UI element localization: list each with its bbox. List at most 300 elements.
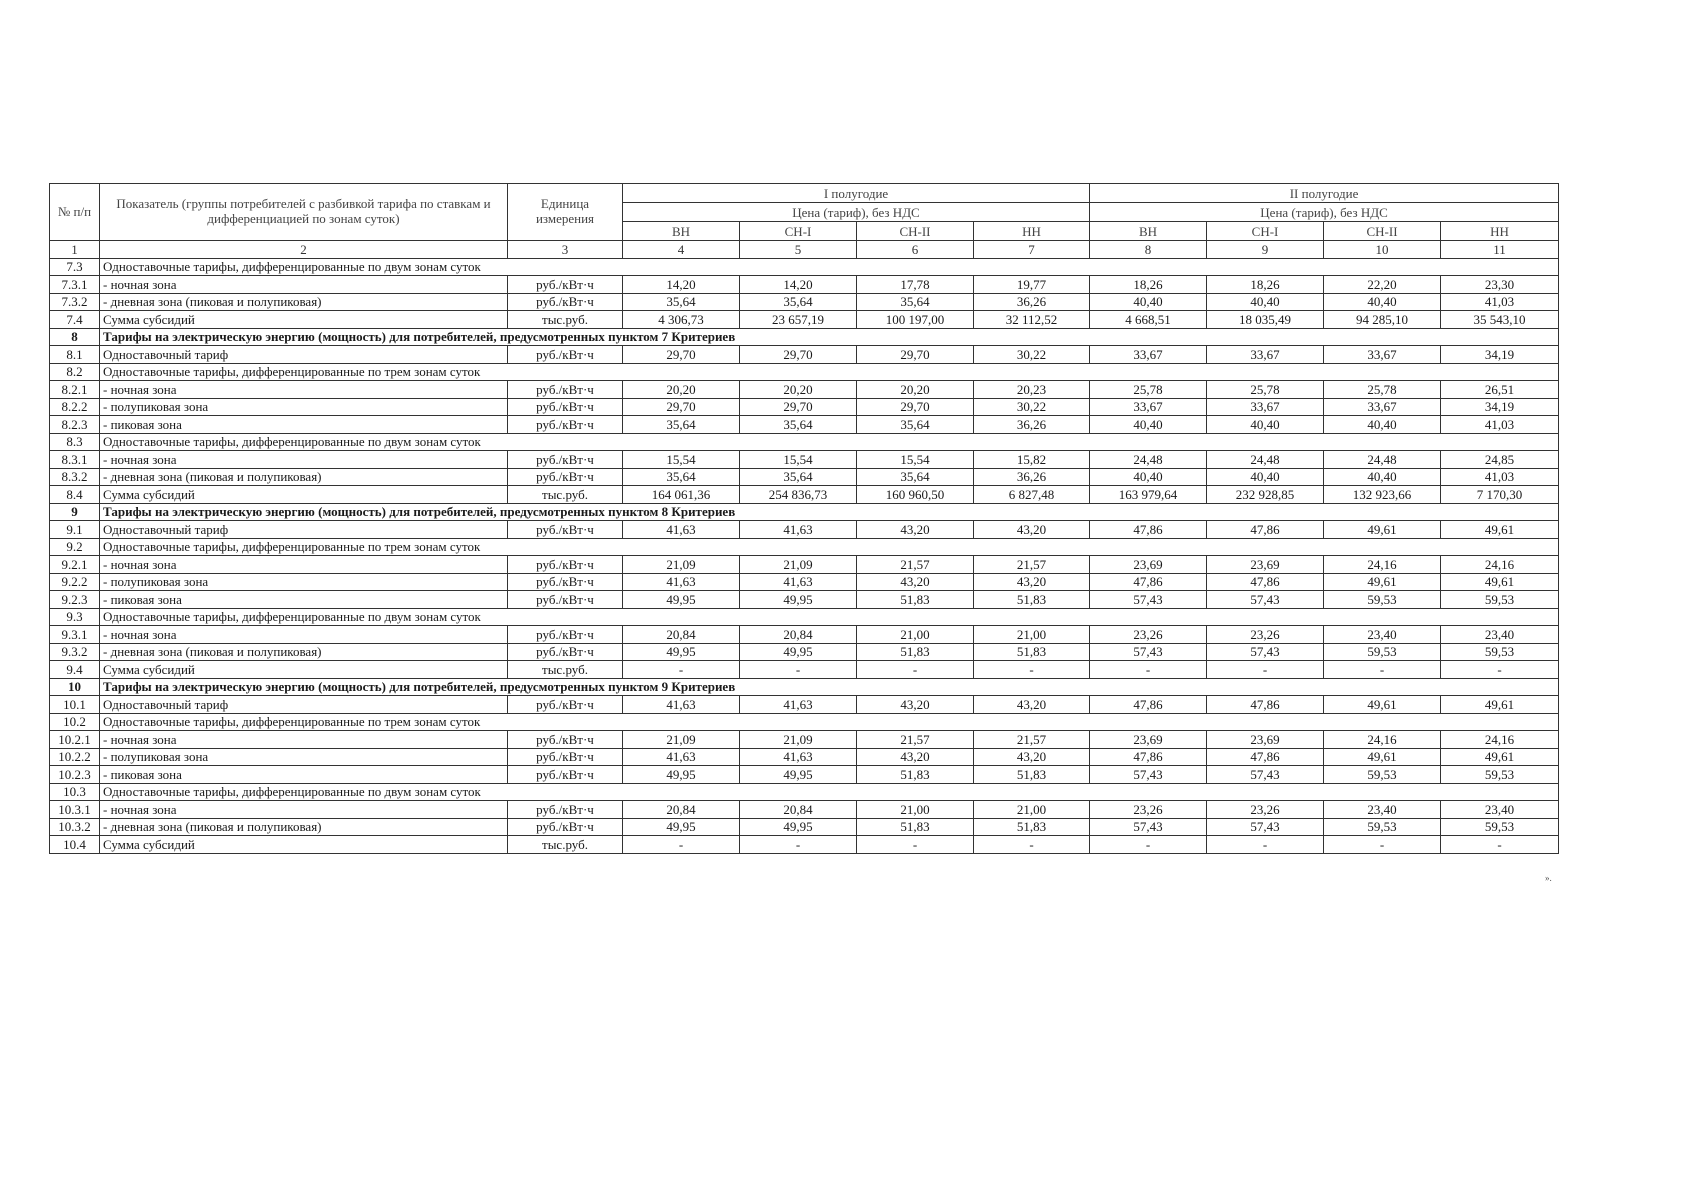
tariff-value: 47,86: [1090, 573, 1207, 591]
tariff-value: -: [857, 836, 974, 854]
tariff-value: -: [740, 661, 857, 679]
tariff-value: 57,43: [1090, 818, 1207, 836]
tariff-value: 49,95: [623, 818, 740, 836]
tariff-value: 18 035,49: [1207, 311, 1324, 329]
row-unit: руб./кВт·ч: [508, 818, 623, 836]
tariff-value: -: [623, 836, 740, 854]
tariff-value: 40,40: [1090, 416, 1207, 434]
table-row: [50, 416, 1559, 434]
row-indicator: - ночная зона: [100, 731, 508, 749]
tariff-value: 33,67: [1207, 346, 1324, 364]
tariff-value: 57,43: [1090, 591, 1207, 609]
tariff-value: 57,43: [1207, 591, 1324, 609]
section-row: [50, 678, 1559, 696]
tariff-value: 20,84: [740, 626, 857, 644]
header-level: НН: [1441, 222, 1559, 241]
row-unit: руб./кВт·ч: [508, 468, 623, 486]
tariff-value: 24,48: [1207, 451, 1324, 469]
row-number: 9.4: [50, 661, 100, 679]
tariff-value: 23,26: [1207, 801, 1324, 819]
row-indicator: - дневная зона (пиковая и полупиковая): [100, 643, 508, 661]
tariff-value: -: [1090, 661, 1207, 679]
tariff-value: 21,09: [623, 556, 740, 574]
row-unit: руб./кВт·ч: [508, 293, 623, 311]
tariff-value: 40,40: [1090, 293, 1207, 311]
tariff-value: 41,03: [1441, 468, 1559, 486]
section-row: [50, 538, 1559, 556]
tariff-value: 29,70: [740, 398, 857, 416]
tariff-value: 47,86: [1090, 521, 1207, 539]
section-title: Тарифы на электрическую энергию (мощность) для потребителей, предусмотренных пунктом 9 Критериев: [100, 678, 1559, 696]
tariff-value: 20,20: [857, 381, 974, 399]
section-title: Одноставочные тарифы, дифференцированные по двум зонам суток: [100, 608, 1559, 626]
tariff-value: 15,82: [974, 451, 1090, 469]
row-indicator: - ночная зона: [100, 381, 508, 399]
row-number: 8.3: [50, 433, 100, 451]
table-row: [50, 311, 1559, 329]
row-unit: руб./кВт·ч: [508, 416, 623, 434]
tariff-value: 33,67: [1324, 398, 1441, 416]
tariff-value: 51,83: [857, 643, 974, 661]
header-level: СН-I: [1207, 222, 1324, 241]
tariff-value: 24,48: [1090, 451, 1207, 469]
row-indicator: Сумма субсидий: [100, 661, 508, 679]
tariff-value: 59,53: [1324, 643, 1441, 661]
row-number: 7.3.1: [50, 276, 100, 294]
table-body: [50, 241, 1559, 854]
tariff-value: 21,09: [623, 731, 740, 749]
tariff-value: 59,53: [1324, 591, 1441, 609]
row-number: 8.2: [50, 363, 100, 381]
tariff-value: 35,64: [623, 468, 740, 486]
tariff-value: 29,70: [857, 398, 974, 416]
tariff-value: 21,00: [857, 626, 974, 644]
tariff-value: -: [1207, 661, 1324, 679]
table-row: [50, 451, 1559, 469]
row-number: 7.3: [50, 258, 100, 276]
tariff-value: 57,43: [1207, 766, 1324, 784]
tariff-value: 23,69: [1090, 556, 1207, 574]
tariff-value: 47,86: [1207, 696, 1324, 714]
tariff-value: 40,40: [1090, 468, 1207, 486]
row-number: 9.3.1: [50, 626, 100, 644]
row-unit: руб./кВт·ч: [508, 398, 623, 416]
row-indicator: - ночная зона: [100, 801, 508, 819]
table-row: [50, 398, 1559, 416]
tariff-value: 36,26: [974, 416, 1090, 434]
row-unit: руб./кВт·ч: [508, 591, 623, 609]
table-row: [50, 381, 1559, 399]
tariff-value: 32 112,52: [974, 311, 1090, 329]
row-indicator: - пиковая зона: [100, 766, 508, 784]
tariff-value: 36,26: [974, 468, 1090, 486]
table-header: [50, 184, 1559, 241]
tariff-value: 41,63: [623, 748, 740, 766]
tariff-value: 41,63: [740, 748, 857, 766]
tariff-value: 51,83: [974, 818, 1090, 836]
tariff-value: 59,53: [1324, 818, 1441, 836]
tariff-value: 41,63: [740, 696, 857, 714]
tariff-value: 232 928,85: [1207, 486, 1324, 504]
tariff-value: 20,20: [623, 381, 740, 399]
section-title: Тарифы на электрическую энергию (мощность) для потребителей, предусмотренных пунктом 8 Критериев: [100, 503, 1559, 521]
tariff-value: 14,20: [740, 276, 857, 294]
tariff-value: 20,84: [740, 801, 857, 819]
tariff-value: 49,61: [1324, 748, 1441, 766]
tariff-value: 49,95: [623, 766, 740, 784]
tariff-value: -: [740, 836, 857, 854]
tariff-value: 17,78: [857, 276, 974, 294]
tariff-value: 20,84: [623, 801, 740, 819]
tariff-value: 59,53: [1441, 643, 1559, 661]
tariff-value: 21,57: [857, 731, 974, 749]
tariff-value: 51,83: [974, 766, 1090, 784]
row-number: 10: [50, 678, 100, 696]
tariff-value: 43,20: [974, 748, 1090, 766]
row-number: 10.2: [50, 713, 100, 731]
tariff-value: 23,26: [1207, 626, 1324, 644]
tariff-value: 47,86: [1207, 521, 1324, 539]
tariff-value: 33,67: [1324, 346, 1441, 364]
row-unit: руб./кВт·ч: [508, 801, 623, 819]
row-number: 9.3: [50, 608, 100, 626]
tariff-value: 30,22: [974, 398, 1090, 416]
tariff-value: 40,40: [1207, 468, 1324, 486]
tariff-value: -: [1207, 836, 1324, 854]
tariff-value: 23,40: [1441, 801, 1559, 819]
row-indicator: - ночная зона: [100, 556, 508, 574]
tariff-value: -: [974, 661, 1090, 679]
tariff-value: 41,03: [1441, 416, 1559, 434]
tariff-value: 23,26: [1090, 801, 1207, 819]
table-row: [50, 801, 1559, 819]
tariff-value: 33,67: [1090, 398, 1207, 416]
row-number: 8.2.2: [50, 398, 100, 416]
tariff-value: 21,09: [740, 556, 857, 574]
tariff-value: 94 285,10: [1324, 311, 1441, 329]
table-row: [50, 748, 1559, 766]
row-number: 10.2.1: [50, 731, 100, 749]
row-number: 10.3.2: [50, 818, 100, 836]
tariff-value: 51,83: [857, 766, 974, 784]
column-number: 9: [1207, 241, 1324, 259]
section-row: [50, 503, 1559, 521]
tariff-value: 25,78: [1324, 381, 1441, 399]
row-number: 9.1: [50, 521, 100, 539]
tariff-value: 24,85: [1441, 451, 1559, 469]
tariff-value: 35,64: [740, 416, 857, 434]
row-number: 10.1: [50, 696, 100, 714]
tariff-value: 41,03: [1441, 293, 1559, 311]
tariff-value: 40,40: [1207, 293, 1324, 311]
tariff-value: 35,64: [740, 468, 857, 486]
column-number: 11: [1441, 241, 1559, 259]
header-level: СН-I: [740, 222, 857, 241]
tariff-value: 49,95: [740, 766, 857, 784]
row-unit: тыс.руб.: [508, 661, 623, 679]
tariff-value: 40,40: [1324, 468, 1441, 486]
tariff-value: 47,86: [1090, 748, 1207, 766]
header-level: НН: [974, 222, 1090, 241]
tariff-value: 20,84: [623, 626, 740, 644]
tariff-value: 59,53: [1441, 818, 1559, 836]
row-number: 10.3: [50, 783, 100, 801]
row-indicator: Сумма субсидий: [100, 836, 508, 854]
table-row: [50, 766, 1559, 784]
tariff-value: 25,78: [1090, 381, 1207, 399]
row-unit: руб./кВт·ч: [508, 521, 623, 539]
tariff-value: 43,20: [974, 573, 1090, 591]
row-indicator: - ночная зона: [100, 451, 508, 469]
header-level: ВН: [623, 222, 740, 241]
table-row: [50, 573, 1559, 591]
tariff-value: 41,63: [623, 573, 740, 591]
section-row: [50, 258, 1559, 276]
tariff-value: 41,63: [623, 521, 740, 539]
tariff-value: 26,51: [1441, 381, 1559, 399]
tariff-value: 40,40: [1324, 293, 1441, 311]
tariff-value: 20,20: [740, 381, 857, 399]
tariff-value: 51,83: [974, 643, 1090, 661]
tariff-value: 21,57: [857, 556, 974, 574]
row-number: 10.4: [50, 836, 100, 854]
tariff-value: 29,70: [740, 346, 857, 364]
row-number: 8.4: [50, 486, 100, 504]
row-unit: руб./кВт·ч: [508, 276, 623, 294]
tariff-value: 59,53: [1441, 591, 1559, 609]
row-unit: руб./кВт·ч: [508, 643, 623, 661]
row-number: 10.2.3: [50, 766, 100, 784]
tariff-value: 15,54: [623, 451, 740, 469]
row-indicator: - полупиковая зона: [100, 398, 508, 416]
tariff-value: 24,16: [1441, 731, 1559, 749]
tariff-value: 4 668,51: [1090, 311, 1207, 329]
tariff-value: 23,40: [1324, 801, 1441, 819]
tariff-value: -: [974, 836, 1090, 854]
tariff-value: 40,40: [1324, 416, 1441, 434]
column-numbers-row: [50, 241, 1559, 259]
tariff-value: 24,48: [1324, 451, 1441, 469]
tariff-value: 49,61: [1324, 573, 1441, 591]
tariff-value: 35,64: [857, 468, 974, 486]
section-title: Одноставочные тарифы, дифференцированные по двум зонам суток: [100, 783, 1559, 801]
tariff-value: 23,69: [1207, 731, 1324, 749]
table-row: [50, 731, 1559, 749]
column-number: 7: [974, 241, 1090, 259]
tariff-value: 49,61: [1441, 748, 1559, 766]
row-indicator: Сумма субсидий: [100, 486, 508, 504]
tariff-value: 49,61: [1441, 696, 1559, 714]
tariff-value: 25,78: [1207, 381, 1324, 399]
row-unit: руб./кВт·ч: [508, 731, 623, 749]
tariff-value: 24,16: [1441, 556, 1559, 574]
tariff-value: 43,20: [857, 748, 974, 766]
tariff-value: 14,20: [623, 276, 740, 294]
table-row: [50, 486, 1559, 504]
tariff-value: 41,63: [740, 573, 857, 591]
section-row: [50, 713, 1559, 731]
section-title: Одноставочные тарифы, дифференцированные по двум зонам суток: [100, 433, 1559, 451]
tariff-value: 47,86: [1207, 748, 1324, 766]
row-number: 9.2.3: [50, 591, 100, 609]
table-row: [50, 661, 1559, 679]
tariff-value: 49,95: [623, 591, 740, 609]
row-unit: руб./кВт·ч: [508, 346, 623, 364]
row-indicator: Одноставочный тариф: [100, 521, 508, 539]
tariff-value: 49,95: [740, 591, 857, 609]
header-level: СН-II: [857, 222, 974, 241]
page-mark: ».: [1545, 873, 1552, 883]
tariff-value: 21,57: [974, 731, 1090, 749]
table-row: [50, 521, 1559, 539]
tariff-value: 35,64: [857, 293, 974, 311]
row-unit: руб./кВт·ч: [508, 696, 623, 714]
tariff-value: 35 543,10: [1441, 311, 1559, 329]
tariff-value: 33,67: [1207, 398, 1324, 416]
section-title: Одноставочные тарифы, дифференцированные по двум зонам суток: [100, 258, 1559, 276]
row-unit: тыс.руб.: [508, 311, 623, 329]
tariff-value: -: [1324, 836, 1441, 854]
section-row: [50, 328, 1559, 346]
tariff-value: 41,63: [740, 521, 857, 539]
row-number: 8.3.1: [50, 451, 100, 469]
tariff-value: 49,61: [1441, 573, 1559, 591]
tariff-value: 29,70: [623, 398, 740, 416]
tariff-value: 22,20: [1324, 276, 1441, 294]
tariff-value: 35,64: [623, 293, 740, 311]
column-number: 1: [50, 241, 100, 259]
row-unit: руб./кВт·ч: [508, 626, 623, 644]
tariff-value: 7 170,30: [1441, 486, 1559, 504]
tariff-value: 49,61: [1324, 521, 1441, 539]
tariff-value: 29,70: [857, 346, 974, 364]
row-indicator: - полупиковая зона: [100, 573, 508, 591]
tariff-value: 18,26: [1090, 276, 1207, 294]
tariff-value: 36,26: [974, 293, 1090, 311]
row-unit: руб./кВт·ч: [508, 748, 623, 766]
tariff-value: 35,64: [857, 416, 974, 434]
header-level: ВН: [1090, 222, 1207, 241]
header-price1: Цена (тариф), без НДС: [623, 203, 1090, 222]
column-number: 10: [1324, 241, 1441, 259]
table-row: [50, 591, 1559, 609]
row-number: 7.4: [50, 311, 100, 329]
header-indicator: Показатель (группы потребителей с разбивкой тарифа по ставкам и дифференциацией по зонам суток): [100, 184, 508, 241]
tariff-value: 43,20: [857, 573, 974, 591]
tariff-value: 30,22: [974, 346, 1090, 364]
section-title: Одноставочные тарифы, дифференцированные по трем зонам суток: [100, 538, 1559, 556]
table-row: [50, 696, 1559, 714]
tariff-value: 41,63: [623, 696, 740, 714]
tariff-value: 100 197,00: [857, 311, 974, 329]
tariff-value: 254 836,73: [740, 486, 857, 504]
tariff-value: 4 306,73: [623, 311, 740, 329]
column-number: 6: [857, 241, 974, 259]
row-number: 8.2.3: [50, 416, 100, 434]
tariff-value: 18,26: [1207, 276, 1324, 294]
row-number: 8: [50, 328, 100, 346]
row-number: 10.2.2: [50, 748, 100, 766]
tariff-value: -: [1090, 836, 1207, 854]
table-row: [50, 836, 1559, 854]
row-number: 7.3.2: [50, 293, 100, 311]
row-unit: руб./кВт·ч: [508, 451, 623, 469]
tariff-value: 47,86: [1090, 696, 1207, 714]
tariff-value: 23,26: [1090, 626, 1207, 644]
tariff-value: 57,43: [1090, 643, 1207, 661]
tariff-value: 33,67: [1090, 346, 1207, 364]
row-unit: руб./кВт·ч: [508, 766, 623, 784]
tariff-value: 163 979,64: [1090, 486, 1207, 504]
row-indicator: Одноставочный тариф: [100, 696, 508, 714]
tariff-value: 23,30: [1441, 276, 1559, 294]
header-level: СН-II: [1324, 222, 1441, 241]
tariff-value: -: [1441, 836, 1559, 854]
header-half2: II полугодие: [1090, 184, 1559, 203]
tariff-value: 49,61: [1441, 521, 1559, 539]
tariff-value: 23,40: [1324, 626, 1441, 644]
tariff-value: 57,43: [1090, 766, 1207, 784]
section-row: [50, 783, 1559, 801]
row-number: 9.2: [50, 538, 100, 556]
tariff-table: [49, 183, 1559, 854]
tariff-value: 20,23: [974, 381, 1090, 399]
row-unit: руб./кВт·ч: [508, 556, 623, 574]
row-unit: руб./кВт·ч: [508, 381, 623, 399]
tariff-value: 49,95: [623, 643, 740, 661]
section-title: Тарифы на электрическую энергию (мощность) для потребителей, предусмотренных пунктом 7 Критериев: [100, 328, 1559, 346]
tariff-value: 59,53: [1324, 766, 1441, 784]
header-unit: Единица измерения: [508, 184, 623, 241]
tariff-value: 57,43: [1207, 818, 1324, 836]
section-title: Одноставочные тарифы, дифференцированные по трем зонам суток: [100, 713, 1559, 731]
tariff-value: -: [1441, 661, 1559, 679]
row-number: 9.3.2: [50, 643, 100, 661]
row-indicator: - ночная зона: [100, 626, 508, 644]
tariff-value: 132 923,66: [1324, 486, 1441, 504]
row-number: 8.2.1: [50, 381, 100, 399]
tariff-value: 59,53: [1441, 766, 1559, 784]
tariff-value: 43,20: [974, 696, 1090, 714]
table-row: [50, 276, 1559, 294]
tariff-value: 43,20: [974, 521, 1090, 539]
row-number: 10.3.1: [50, 801, 100, 819]
tariff-value: 49,95: [740, 818, 857, 836]
tariff-value: 51,83: [857, 818, 974, 836]
row-indicator: - пиковая зона: [100, 591, 508, 609]
row-number: 9: [50, 503, 100, 521]
header-price2: Цена (тариф), без НДС: [1090, 203, 1559, 222]
tariff-value: 40,40: [1207, 416, 1324, 434]
tariff-value: 164 061,36: [623, 486, 740, 504]
row-indicator: - ночная зона: [100, 276, 508, 294]
row-indicator: Сумма субсидий: [100, 311, 508, 329]
tariff-value: 51,83: [857, 591, 974, 609]
tariff-value: 34,19: [1441, 398, 1559, 416]
tariff-value: 57,43: [1207, 643, 1324, 661]
tariff-value: 34,19: [1441, 346, 1559, 364]
row-indicator: - дневная зона (пиковая и полупиковая): [100, 468, 508, 486]
tariff-value: 43,20: [857, 521, 974, 539]
tariff-value: 49,61: [1324, 696, 1441, 714]
tariff-value: 15,54: [857, 451, 974, 469]
header-half1: I полугодие: [623, 184, 1090, 203]
row-number: 8.3.2: [50, 468, 100, 486]
table-row: [50, 626, 1559, 644]
row-number: 8.1: [50, 346, 100, 364]
row-indicator: - пиковая зона: [100, 416, 508, 434]
tariff-value: 160 960,50: [857, 486, 974, 504]
